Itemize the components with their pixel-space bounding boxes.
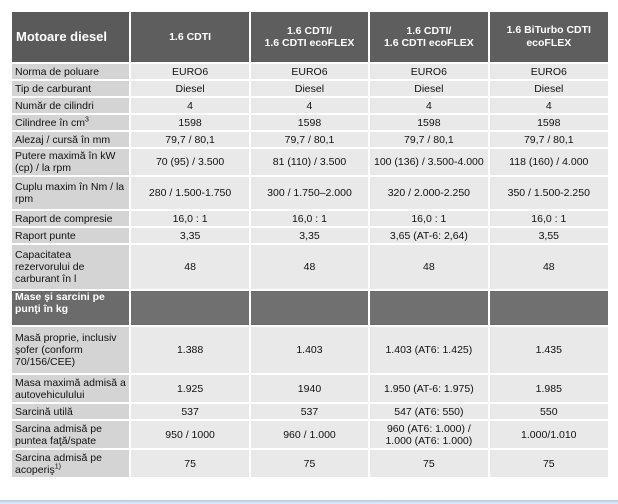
- row-label: [12, 375, 129, 402]
- row-label-text: Cuplu maxim în Nm / la rpm: [15, 181, 125, 205]
- row-label-text: Sarcina admisă pe puntea faţă/spate: [15, 422, 102, 447]
- row-label: [12, 177, 129, 209]
- table-row: [12, 98, 608, 113]
- engine-header-3-line-2: 1.6 CDTI ecoFLEX: [383, 37, 474, 49]
- row-label: [12, 228, 129, 243]
- row-label-text: Sarcină utilă: [15, 405, 73, 418]
- row-value: Diesel: [131, 81, 248, 96]
- row-label: [12, 132, 129, 147]
- row-value: 1.000/1.010: [490, 421, 608, 448]
- row-label: [12, 115, 129, 130]
- spec-sheet: [10, 10, 610, 479]
- row-value: EURO6: [490, 64, 608, 79]
- row-label-text: Raport punte: [15, 229, 76, 242]
- table-row: [12, 211, 608, 226]
- row-label-text: Norma de poluare: [15, 65, 100, 78]
- engine-header-2: [251, 12, 368, 62]
- table-row: [12, 327, 608, 373]
- row-label-text: Capacitatea rezervorului de carburant în l: [15, 249, 85, 285]
- row-label-text: Cilindree în cm: [15, 116, 86, 129]
- table-row: [12, 450, 608, 477]
- row-label: [12, 81, 129, 96]
- row-value: 16,0 : 1: [131, 211, 248, 226]
- row-value: 4: [490, 98, 608, 113]
- table-row: [12, 177, 608, 209]
- engine-header-1-line-1: 1.6 CDTI: [169, 31, 212, 43]
- row-value: 537: [131, 404, 248, 419]
- row-value: 118 (160) / 4.000: [490, 149, 608, 175]
- table-header-row: [12, 12, 608, 62]
- mass-section-title: Mase şi sarcini pe punţi în kg: [12, 291, 129, 325]
- row-value: 320 / 2.000-2.250: [370, 177, 487, 209]
- row-value: 1.985: [490, 375, 608, 402]
- row-value: 960 / 1.000: [251, 421, 368, 448]
- row-value: 3,65 (AT-6: 2,64): [370, 228, 487, 243]
- row-label-text: Raport de compresie: [15, 212, 113, 225]
- table-row: [12, 245, 608, 289]
- row-label: [12, 327, 129, 373]
- row-value: 75: [251, 450, 368, 477]
- row-label-superscript: 3: [85, 116, 89, 123]
- row-value: 81 (110) / 3.500: [251, 149, 368, 175]
- bottom-divider: [0, 500, 618, 504]
- row-value: 48: [251, 245, 368, 289]
- mass-section-blank-cell: [370, 291, 487, 325]
- row-value: 4: [370, 98, 487, 113]
- row-value: Diesel: [370, 81, 487, 96]
- row-value: EURO6: [251, 64, 368, 79]
- table-row: [12, 421, 608, 448]
- row-value: 79,7 / 80,1: [490, 132, 608, 147]
- table-row: [12, 64, 608, 79]
- row-label: [12, 149, 129, 175]
- row-value: 950 / 1000: [131, 421, 248, 448]
- row-value: 1.950 (AT-6: 1.975): [370, 375, 487, 402]
- row-value: 70 (95) / 3.500: [131, 149, 248, 175]
- row-value: 550: [490, 404, 608, 419]
- diesel-engines-table: [10, 10, 610, 479]
- row-value: 16,0 : 1: [490, 211, 608, 226]
- table-title: Motoare diesel: [12, 12, 129, 62]
- row-value: 75: [370, 450, 487, 477]
- row-value: 1.925: [131, 375, 248, 402]
- row-label-text: Tip de carburant: [15, 82, 92, 95]
- row-label: [12, 450, 129, 477]
- row-value: 16,0 : 1: [251, 211, 368, 226]
- table-row: [12, 132, 608, 147]
- row-value: 1.403 (AT6: 1.425): [370, 327, 487, 373]
- row-value: 3,35: [131, 228, 248, 243]
- engine-header-4-line-2: ecoFLEX: [526, 37, 572, 49]
- row-value: 75: [490, 450, 608, 477]
- row-label-superscript: 1): [54, 463, 61, 470]
- mass-section-blank-cell: [131, 291, 248, 325]
- engine-header-4: [490, 12, 608, 62]
- row-value: 16,0 : 1: [370, 211, 487, 226]
- row-value: 100 (136) / 3.500-4.000: [370, 149, 487, 175]
- row-value: 1598: [251, 115, 368, 130]
- row-value: 1598: [490, 115, 608, 130]
- row-value: EURO6: [131, 64, 248, 79]
- row-label: [12, 211, 129, 226]
- row-value: 960 (AT6: 1.000) / 1.000 (AT6: 1.000): [370, 421, 487, 448]
- mass-rows: [12, 327, 608, 477]
- engine-header-2-line-2: 1.6 CDTI ecoFLEX: [264, 37, 355, 49]
- table-row: [12, 228, 608, 243]
- row-label-text: Număr de cilindri: [15, 99, 94, 112]
- mass-section-blank-cell: [490, 291, 608, 325]
- engine-rows: [12, 64, 608, 289]
- row-value: 4: [251, 98, 368, 113]
- row-value: Diesel: [251, 81, 368, 96]
- row-value: 3,55: [490, 228, 608, 243]
- row-label-text: Alezaj / cursă în mm: [15, 133, 111, 146]
- row-value: 3,35: [251, 228, 368, 243]
- row-value: 79,7 / 80,1: [131, 132, 248, 147]
- row-value: 350 / 1.500-2.250: [490, 177, 608, 209]
- row-label-text: Sarcina admisă pe acoperiş: [15, 451, 102, 476]
- table-row: [12, 149, 608, 175]
- row-label-text: Masa maximă admisă a autovehiculului: [15, 376, 126, 401]
- mass-section-blank-cell: [251, 291, 368, 325]
- engine-header-1: [131, 12, 248, 62]
- row-label: [12, 98, 129, 113]
- row-label-text: Masă proprie, inclusiv şofer (conform 70/156/CEE): [15, 332, 117, 368]
- row-value: 1598: [131, 115, 248, 130]
- mass-section: [12, 291, 608, 325]
- row-value: 79,7 / 80,1: [251, 132, 368, 147]
- engine-header-2-line-1: 1.6 CDTI/: [287, 25, 332, 37]
- table-row: [12, 81, 608, 96]
- row-value: EURO6: [370, 64, 487, 79]
- table-row: [12, 375, 608, 402]
- row-label-text: Putere maximă în kW (cp) / la rpm: [15, 150, 116, 174]
- mass-section-header-row: [12, 291, 608, 325]
- row-value: 48: [490, 245, 608, 289]
- row-value: 4: [131, 98, 248, 113]
- row-value: 280 / 1.500-1.750: [131, 177, 248, 209]
- row-value: 1.435: [490, 327, 608, 373]
- row-label: [12, 64, 129, 79]
- row-label: [12, 421, 129, 448]
- engine-header-4-line-1: 1.6 BiTurbo CDTI: [506, 24, 591, 36]
- row-value: 1940: [251, 375, 368, 402]
- row-value: 75: [131, 450, 248, 477]
- row-value: Diesel: [490, 81, 608, 96]
- engine-header-3-line-1: 1.6 CDTI/: [406, 25, 452, 37]
- row-label: [12, 404, 129, 419]
- engine-header-3: [370, 12, 487, 62]
- row-value: 547 (AT6: 550): [370, 404, 487, 419]
- row-value: 1.403: [251, 327, 368, 373]
- row-value: 1.388: [131, 327, 248, 373]
- row-label: [12, 245, 129, 289]
- table-row: [12, 404, 608, 419]
- row-value: 1598: [370, 115, 487, 130]
- table-row: [12, 115, 608, 130]
- row-value: 537: [251, 404, 368, 419]
- row-value: 300 / 1.750–2.000: [251, 177, 368, 209]
- row-value: 48: [131, 245, 248, 289]
- row-value: 48: [370, 245, 487, 289]
- row-value: 79,7 / 80,1: [370, 132, 487, 147]
